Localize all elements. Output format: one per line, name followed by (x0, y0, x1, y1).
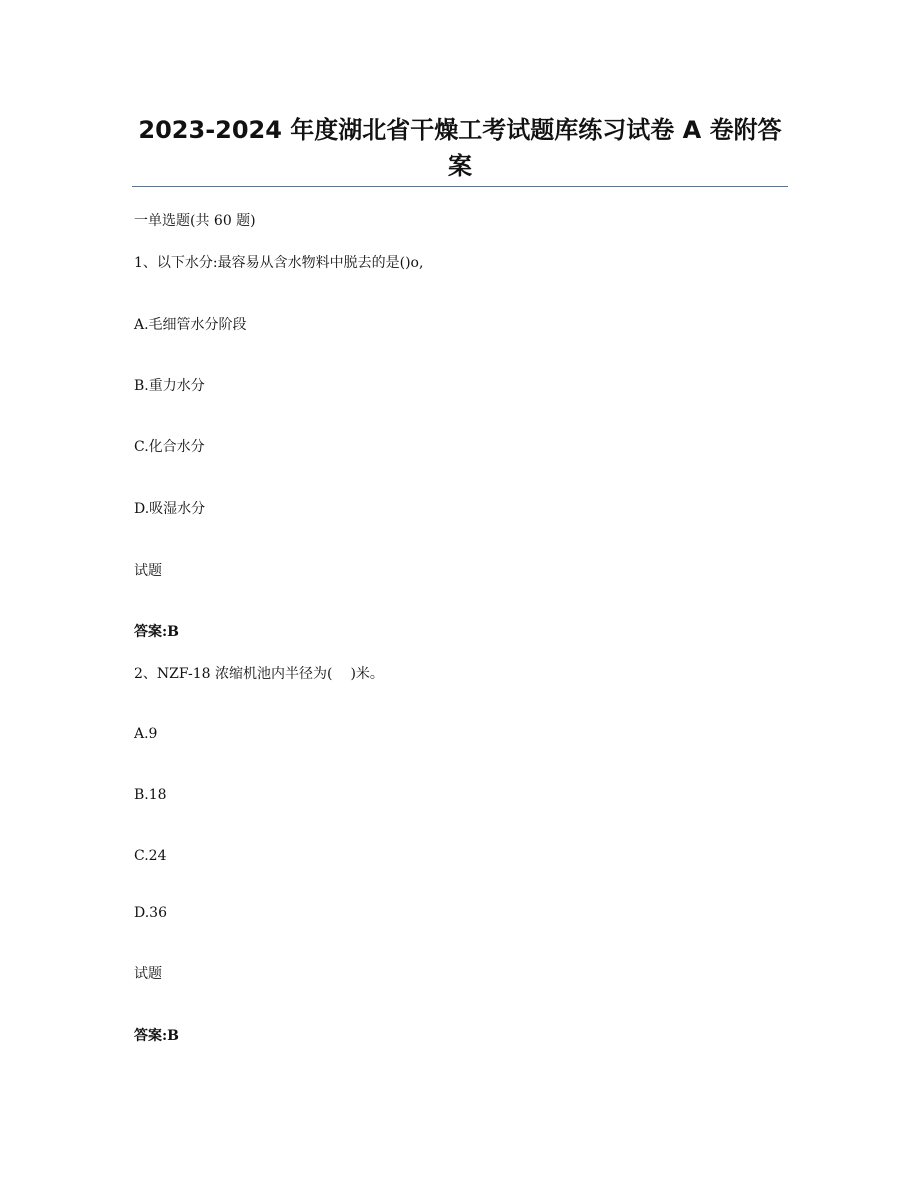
title-line-1: 2023-2024 年度湖北省干燥工考试题库练习试卷 A 卷附答 (138, 116, 782, 144)
question-2-option-d: D.36 (134, 905, 167, 921)
question-2-stem-prefix: 2、NZF-18 浓缩机池内半径为( (134, 666, 333, 682)
question-2-stem-suffix: )米。 (350, 666, 384, 682)
question-1-answer: 答案:B (134, 624, 180, 640)
question-2-option-b: B.18 (134, 787, 167, 803)
title-divider (132, 186, 788, 187)
question-2-label: 试题 (134, 966, 162, 982)
question-2-option-a: A.9 (134, 726, 158, 742)
question-1-option-d: D.吸湿水分 (134, 501, 206, 517)
question-1-stem: 1、以下水分:最容易从含水物料中脱去的是()o, (134, 255, 424, 271)
question-2-answer: 答案:B (134, 1028, 180, 1044)
question-1-label: 试题 (134, 563, 162, 579)
question-2-option-c: C.24 (134, 848, 167, 864)
title-line-2: 案 (448, 152, 472, 180)
section-heading: 一单选题(共 60 题) (134, 213, 256, 229)
question-1-option-c: C.化合水分 (134, 439, 205, 455)
question-1-option-a: A.毛细管水分阶段 (134, 317, 247, 333)
document-title (132, 112, 788, 184)
question-1-option-b: B.重力水分 (134, 378, 205, 394)
question-2-stem (134, 664, 384, 684)
